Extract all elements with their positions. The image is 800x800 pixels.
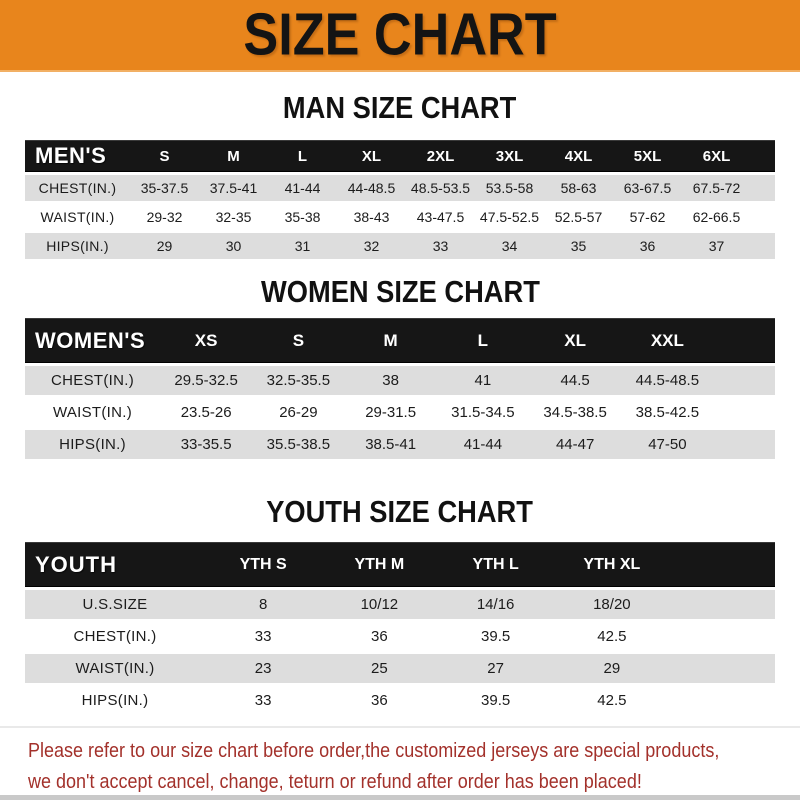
table-cell: 34 bbox=[475, 233, 544, 259]
table-cell: 25 bbox=[321, 654, 437, 683]
row-label: U.S.SIZE bbox=[25, 590, 205, 619]
column-header: L bbox=[268, 140, 337, 172]
table-cell: 8 bbox=[205, 590, 321, 619]
table-cell: 44.5-48.5 bbox=[621, 366, 713, 395]
table-cell: 42.5 bbox=[554, 686, 670, 715]
table-cell: 44-47 bbox=[529, 430, 621, 459]
note-line-1 bbox=[28, 736, 772, 767]
table-row bbox=[25, 204, 775, 230]
table-cell: 27 bbox=[438, 654, 554, 683]
bottom-edge-strip bbox=[0, 795, 800, 800]
table-row bbox=[25, 398, 775, 427]
table-cell: 41-44 bbox=[437, 430, 529, 459]
table-header-row bbox=[25, 140, 775, 172]
table-cell: 29-31.5 bbox=[345, 398, 437, 427]
row-label: WAIST(IN.) bbox=[25, 398, 160, 427]
table-cell: 23.5-26 bbox=[160, 398, 252, 427]
table-row bbox=[25, 430, 775, 459]
column-header: YTH M bbox=[321, 542, 437, 587]
table-cell: 53.5-58 bbox=[475, 175, 544, 201]
women-section-heading bbox=[0, 262, 800, 315]
row-filler bbox=[714, 430, 776, 459]
page-title: SIZE CHART bbox=[243, 1, 557, 68]
table-cell: 33 bbox=[205, 686, 321, 715]
table-cell: 37 bbox=[682, 233, 751, 259]
table-cell: 32 bbox=[337, 233, 406, 259]
row-filler bbox=[751, 233, 775, 259]
table-row bbox=[25, 590, 775, 619]
table-row bbox=[25, 686, 775, 715]
table-cell: 33 bbox=[406, 233, 475, 259]
table-header-label: YOUTH bbox=[25, 542, 205, 587]
column-header: YTH L bbox=[438, 542, 554, 587]
table-cell: 29 bbox=[554, 654, 670, 683]
table-cell: 29-32 bbox=[130, 204, 199, 230]
table-header-label: WOMEN'S bbox=[25, 318, 160, 363]
table-row bbox=[25, 366, 775, 395]
men-size-table bbox=[25, 137, 775, 262]
table-cell: 39.5 bbox=[438, 686, 554, 715]
table-cell: 38-43 bbox=[337, 204, 406, 230]
column-header: M bbox=[199, 140, 268, 172]
table-cell: 30 bbox=[199, 233, 268, 259]
row-filler bbox=[751, 204, 775, 230]
row-label: WAIST(IN.) bbox=[25, 204, 130, 230]
table-cell: 36 bbox=[613, 233, 682, 259]
women-size-table bbox=[25, 315, 775, 462]
column-header: S bbox=[130, 140, 199, 172]
table-cell: 58-63 bbox=[544, 175, 613, 201]
row-filler bbox=[670, 622, 775, 651]
header-filler bbox=[670, 542, 775, 587]
column-header: YTH S bbox=[205, 542, 321, 587]
row-label: CHEST(IN.) bbox=[25, 175, 130, 201]
column-header: S bbox=[252, 318, 344, 363]
row-label: HIPS(IN.) bbox=[25, 430, 160, 459]
table-cell: 44.5 bbox=[529, 366, 621, 395]
section-youth bbox=[0, 462, 800, 718]
table-cell: 41-44 bbox=[268, 175, 337, 201]
table-cell: 35.5-38.5 bbox=[252, 430, 344, 459]
table-row bbox=[25, 175, 775, 201]
note-line-2 bbox=[28, 767, 772, 798]
column-header: XS bbox=[160, 318, 252, 363]
table-cell: 67.5-72 bbox=[682, 175, 751, 201]
table-cell: 26-29 bbox=[252, 398, 344, 427]
table-cell: 29.5-32.5 bbox=[160, 366, 252, 395]
table-cell: 33 bbox=[205, 622, 321, 651]
section-women bbox=[0, 262, 800, 462]
column-header: M bbox=[345, 318, 437, 363]
row-label: HIPS(IN.) bbox=[25, 686, 205, 715]
table-cell: 23 bbox=[205, 654, 321, 683]
table-cell: 39.5 bbox=[438, 622, 554, 651]
table-header-label: MEN'S bbox=[25, 140, 130, 172]
table-cell: 37.5-41 bbox=[199, 175, 268, 201]
table-cell: 47-50 bbox=[621, 430, 713, 459]
order-note bbox=[0, 726, 800, 798]
table-cell: 10/12 bbox=[321, 590, 437, 619]
table-cell: 35-38 bbox=[268, 204, 337, 230]
row-filler bbox=[714, 366, 776, 395]
column-header: XL bbox=[337, 140, 406, 172]
table-cell: 52.5-57 bbox=[544, 204, 613, 230]
youth-section-heading bbox=[0, 462, 800, 539]
column-header: YTH XL bbox=[554, 542, 670, 587]
table-cell: 29 bbox=[130, 233, 199, 259]
header-filler bbox=[751, 140, 775, 172]
table-cell: 32.5-35.5 bbox=[252, 366, 344, 395]
row-filler bbox=[670, 686, 775, 715]
section-men bbox=[0, 72, 800, 262]
table-row bbox=[25, 233, 775, 259]
table-cell: 38 bbox=[345, 366, 437, 395]
table-cell: 36 bbox=[321, 686, 437, 715]
column-header: XXL bbox=[621, 318, 713, 363]
table-cell: 47.5-52.5 bbox=[475, 204, 544, 230]
table-cell: 32-35 bbox=[199, 204, 268, 230]
table-cell: 33-35.5 bbox=[160, 430, 252, 459]
row-label: HIPS(IN.) bbox=[25, 233, 130, 259]
table-cell: 48.5-53.5 bbox=[406, 175, 475, 201]
women-section-heading-text: WOMEN SIZE CHART bbox=[260, 274, 540, 309]
table-cell: 62-66.5 bbox=[682, 204, 751, 230]
youth-size-table bbox=[25, 539, 775, 718]
table-cell: 31.5-34.5 bbox=[437, 398, 529, 427]
table-cell: 14/16 bbox=[438, 590, 554, 619]
column-header: 4XL bbox=[544, 140, 613, 172]
table-cell: 31 bbox=[268, 233, 337, 259]
table-cell: 43-47.5 bbox=[406, 204, 475, 230]
youth-section-heading-text: YOUTH SIZE CHART bbox=[266, 494, 534, 529]
note-line-1-text: Please refer to our size chart before order,the customized jerseys are special products, bbox=[28, 740, 720, 762]
row-label: CHEST(IN.) bbox=[25, 366, 160, 395]
table-cell: 35-37.5 bbox=[130, 175, 199, 201]
table-cell: 35 bbox=[544, 233, 613, 259]
table-cell: 63-67.5 bbox=[613, 175, 682, 201]
row-filler bbox=[714, 398, 776, 427]
table-header-row bbox=[25, 542, 775, 587]
table-cell: 38.5-41 bbox=[345, 430, 437, 459]
table-cell: 18/20 bbox=[554, 590, 670, 619]
table-cell: 34.5-38.5 bbox=[529, 398, 621, 427]
note-line-2-text: we don't accept cancel, change, teturn or refund after order has been placed! bbox=[28, 771, 642, 793]
column-header: 3XL bbox=[475, 140, 544, 172]
column-header: 6XL bbox=[682, 140, 751, 172]
men-section-heading-text: MAN SIZE CHART bbox=[283, 90, 517, 125]
column-header: 5XL bbox=[613, 140, 682, 172]
row-label: CHEST(IN.) bbox=[25, 622, 205, 651]
men-section-heading bbox=[0, 72, 800, 137]
table-cell: 41 bbox=[437, 366, 529, 395]
column-header: 2XL bbox=[406, 140, 475, 172]
row-filler bbox=[670, 590, 775, 619]
table-cell: 42.5 bbox=[554, 622, 670, 651]
header-filler bbox=[714, 318, 776, 363]
table-cell: 38.5-42.5 bbox=[621, 398, 713, 427]
column-header: L bbox=[437, 318, 529, 363]
table-cell: 44-48.5 bbox=[337, 175, 406, 201]
row-filler bbox=[670, 654, 775, 683]
table-cell: 36 bbox=[321, 622, 437, 651]
row-label: WAIST(IN.) bbox=[25, 654, 205, 683]
column-header: XL bbox=[529, 318, 621, 363]
table-cell: 57-62 bbox=[613, 204, 682, 230]
table-header-row bbox=[25, 318, 775, 363]
row-filler bbox=[751, 175, 775, 201]
banner bbox=[0, 0, 800, 72]
table-row bbox=[25, 622, 775, 651]
table-row bbox=[25, 654, 775, 683]
